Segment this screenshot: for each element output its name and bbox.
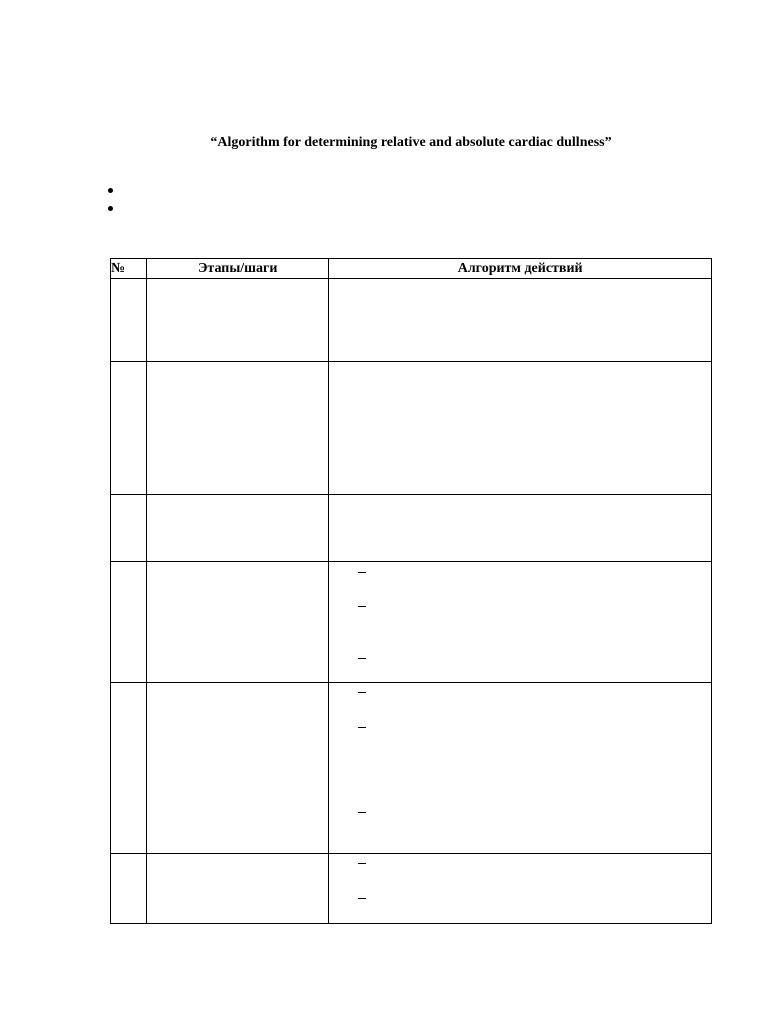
row-number-cell [111, 279, 147, 362]
table-row [111, 683, 712, 854]
table-row [111, 495, 712, 562]
row-step-cell [147, 362, 329, 495]
table-row [111, 562, 712, 683]
bullet-point-2 [108, 206, 113, 211]
dash-marker [358, 727, 366, 728]
table-row [111, 362, 712, 495]
row-algorithm-cell [329, 495, 712, 562]
dash-marker [358, 863, 366, 864]
row-algorithm-cell [329, 562, 712, 683]
dash-marker [358, 898, 366, 899]
header-algorithm: Алгоритм действий [329, 259, 712, 279]
dash-marker [358, 692, 366, 693]
row-algorithm-cell [329, 279, 712, 362]
row-step-cell [147, 279, 329, 362]
table-row [111, 279, 712, 362]
row-number-cell [111, 683, 147, 854]
row-algorithm-cell [329, 362, 712, 495]
row-step-cell [147, 683, 329, 854]
header-steps: Этапы/шаги [147, 259, 329, 279]
row-number-cell [111, 854, 147, 924]
row-algorithm-cell [329, 854, 712, 924]
row-step-cell [147, 854, 329, 924]
bullet-point-1 [108, 188, 113, 193]
dash-marker [358, 812, 366, 813]
row-step-cell [147, 495, 329, 562]
row-number-cell [111, 362, 147, 495]
row-number-cell [111, 495, 147, 562]
table-row [111, 854, 712, 924]
dash-marker [358, 658, 366, 659]
algorithm-table [110, 258, 712, 924]
row-step-cell [147, 562, 329, 683]
header-number: № [111, 259, 147, 279]
dash-marker [358, 606, 366, 607]
document-title: “Algorithm for determining relative and absolute cardiac dullness” [210, 135, 612, 150]
row-number-cell [111, 562, 147, 683]
row-algorithm-cell [329, 683, 712, 854]
table-header-row [111, 259, 712, 279]
dash-marker [358, 572, 366, 573]
